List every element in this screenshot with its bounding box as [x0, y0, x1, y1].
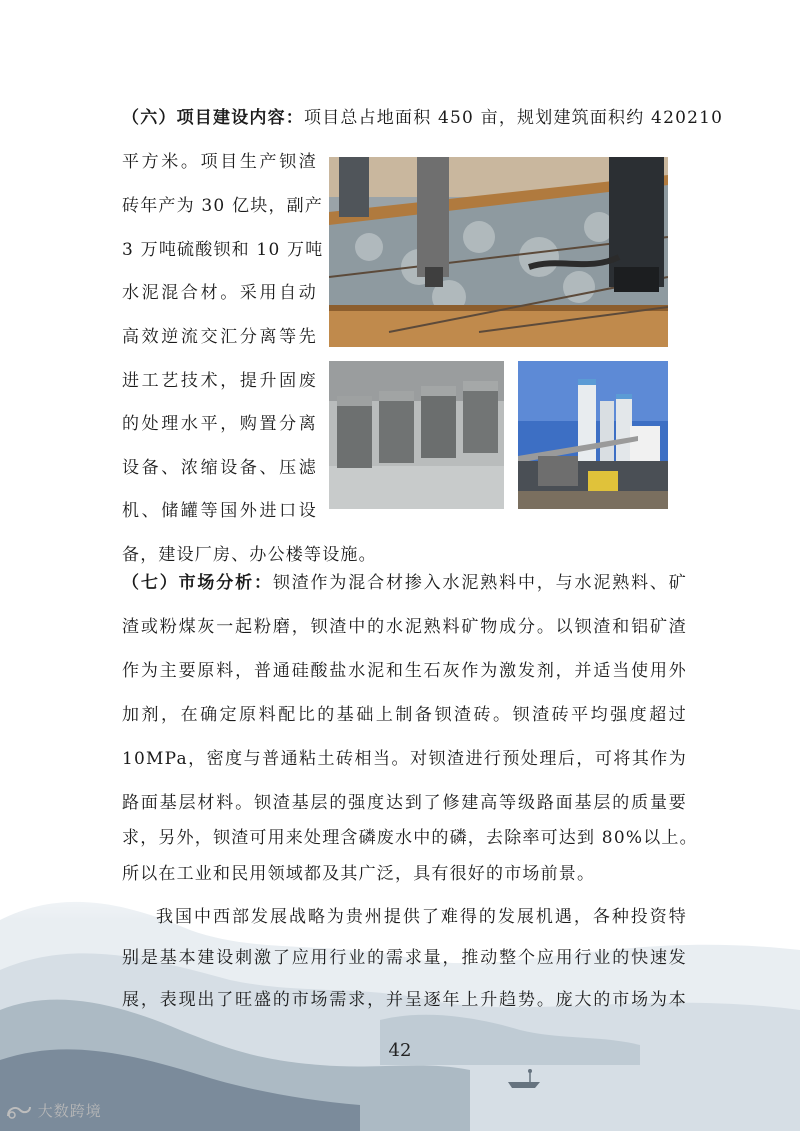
- paragraph3-line: 我国中西部发展战略为贵州提供了难得的发展机遇，各种投资特: [156, 907, 687, 927]
- section7-line: 路面基层材料。钡渣基层的强度达到了修建高等级路面基层的质量要: [122, 793, 687, 813]
- mixing-plant-photo: [518, 361, 668, 509]
- section6-wrapped-line: 高效逆流交汇分离等先: [122, 327, 317, 347]
- section6-wrapped-line: 设备、浓缩设备、压滤: [122, 458, 317, 478]
- section6-wrapped-line: 进工艺技术，提升固废: [122, 371, 317, 391]
- section6-wrapped-line: 3 万吨硫酸钡和 10 万吨: [122, 240, 324, 260]
- page-number: 42: [388, 1040, 412, 1061]
- section7-line1-text: 钡渣作为混合材掺入水泥熟料中，与水泥熟料、矿: [272, 573, 687, 593]
- section6-wrapped-line: 平方米。项目生产钡渣: [122, 152, 317, 172]
- section7-last-line: 所以在工业和民用领域都及其广泛，具有很好的市场前景。: [122, 864, 596, 884]
- section6-wrapped-line: 的处理水平，购置分离: [122, 414, 317, 434]
- watermark: [6, 1100, 102, 1121]
- concrete-pouring-photo: [329, 157, 668, 347]
- section7-line: 求，另外，钡渣可用来处理含磷废水中的磷，去除率可达到 80%以上。: [122, 828, 698, 848]
- watermark-logo-icon: [6, 1104, 32, 1120]
- section7-line: 作为主要原料，普通硅酸盐水泥和生石灰作为激发剂，并适当使用外: [122, 661, 687, 681]
- section6-heading: （六）项目建设内容：: [122, 108, 304, 128]
- section6-wrapped-line: 机、储罐等国外进口设: [122, 501, 317, 521]
- section6-line1: [122, 106, 724, 130]
- section6-wrapped-line: 水泥混合材。采用自动: [122, 283, 317, 303]
- section6-wrapped-line: 砖年产为 30 亿块，副产: [122, 196, 324, 216]
- section7-line: 10MPa，密度与普通粘土砖相当。对钡渣进行预处理后，可将其作为: [122, 749, 687, 769]
- section7-line: 加剂，在确定原料配比的基础上制备钡渣砖。钡渣砖平均强度超过: [122, 705, 687, 725]
- section6-line1-text: 项目总占地面积 450 亩，规划建筑面积约 420210: [304, 108, 724, 128]
- section7-line1: [122, 571, 687, 595]
- paragraph3-line: 别是基本建设刺激了应用行业的需求量，推动整个应用行业的快速发: [122, 948, 687, 968]
- section7-heading: （七）市场分析：: [122, 573, 273, 593]
- paragraph3-line: 展，表现出了旺盛的市场需求，并呈逐年上升趋势。庞大的市场为本: [122, 990, 687, 1010]
- section6-last-line: 备，建设厂房、办公楼等设施。: [122, 545, 377, 565]
- slag-bricks-photo: [329, 361, 504, 509]
- section7-line: 渣或粉煤灰一起粉磨，钡渣中的水泥熟料矿物成分。以钡渣和铝矿渣: [122, 617, 687, 637]
- watermark-text: 大数跨境: [37, 1102, 102, 1120]
